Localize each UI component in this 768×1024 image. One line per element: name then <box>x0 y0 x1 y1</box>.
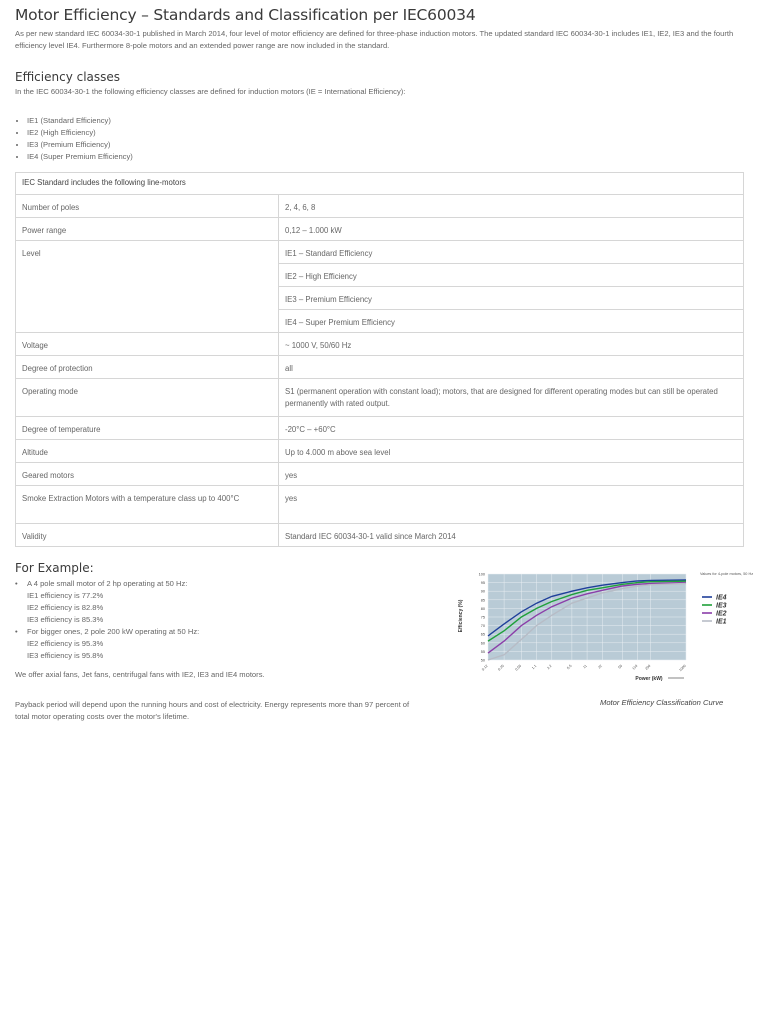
example-line: IE1 efficiency is 77.2% <box>27 591 104 600</box>
row-value: all <box>279 356 744 379</box>
efficiency-classes-intro: In the IEC 60034-30-1 the following efficiency classes are defined for induction motors (IE = International Efficiency): <box>15 87 406 96</box>
row-label: Number of poles <box>16 195 279 218</box>
row-label: Altitude <box>16 440 279 463</box>
table-header-row <box>16 173 744 195</box>
row-label: Degree of temperature <box>16 417 279 440</box>
row-value: ~ 1000 V, 50/60 Hz <box>279 333 744 356</box>
row-value: Standard IEC 60034-30-1 valid since March 2014 <box>279 524 744 547</box>
y-tick-label: 60 <box>480 641 485 646</box>
list-item: • IE2 (High Efficiency) <box>27 127 133 139</box>
y-tick-label: 95 <box>480 581 485 586</box>
x-tick-label: 1000 <box>678 663 687 673</box>
row-label: Level <box>16 241 279 333</box>
y-ticks <box>479 573 485 663</box>
table-row <box>16 195 744 218</box>
table-row <box>16 333 744 356</box>
x-tick-label: 22 <box>597 663 603 670</box>
example-block <box>15 578 435 662</box>
row-value: IE2 – High Efficiency <box>279 264 744 287</box>
x-axis-label: Power (kW) <box>635 676 663 682</box>
example-bullet: • For bigger ones, 2 pole 200 kW operating at 50 Hz: <box>15 626 435 638</box>
table-row <box>16 524 744 547</box>
table-row <box>16 440 744 463</box>
x-tick-label: 0.25 <box>497 663 505 672</box>
y-tick-label: 85 <box>480 598 485 603</box>
row-value: 0,12 – 1.000 kW <box>279 218 744 241</box>
x-tick-label: 5.5 <box>566 663 573 671</box>
y-axis-label: Efficiency (%) <box>458 599 464 633</box>
row-label: Degree of protection <box>16 356 279 379</box>
row-value: -20°C – +60°C <box>279 417 744 440</box>
example-heading: For Example: <box>15 561 94 575</box>
example-line: IE3 efficiency is 95.8% <box>27 651 104 660</box>
table-header: IEC Standard includes the following line-motors <box>16 173 744 195</box>
x-tick-label: 200 <box>644 663 652 671</box>
y-tick-label: 70 <box>480 624 485 629</box>
chart-caption: Motor Efficiency Classification Curve <box>600 698 724 707</box>
table-row <box>16 356 744 379</box>
row-value: Up to 4.000 m above sea level <box>279 440 744 463</box>
row-label: Geared motors <box>16 463 279 486</box>
y-tick-label: 55 <box>480 649 485 654</box>
table-row <box>16 417 744 440</box>
legend-label: IE3 <box>716 602 727 610</box>
x-tick-label: 110 <box>631 663 639 671</box>
example-bullet: • A 4 pole small motor of 2 hp operating at 50 Hz: <box>15 578 435 590</box>
y-tick-label: 65 <box>480 632 485 637</box>
table-row <box>16 218 744 241</box>
legend-label: IE2 <box>716 610 727 618</box>
row-label: Power range <box>16 218 279 241</box>
x-ticks <box>481 664 687 672</box>
row-value: 2, 4, 6, 8 <box>279 195 744 218</box>
table-row <box>16 241 744 264</box>
y-tick-label: 90 <box>480 589 485 594</box>
row-label: Smoke Extraction Motors with a temperature class up to 400°C <box>16 486 279 524</box>
row-label: Voltage <box>16 333 279 356</box>
row-value: IE3 – Premium Efficiency <box>279 287 744 310</box>
legend <box>702 595 727 626</box>
row-value: yes <box>279 486 744 524</box>
legend-note: Values for 4-pole motors, 50 Hz <box>700 572 754 576</box>
row-value: IE4 – Super Premium Efficiency <box>279 310 744 333</box>
fans-text: We offer axial fans, Jet fans, centrifugal fans with IE2, IE3 and IE4 motors. <box>15 670 265 679</box>
row-value: IE1 – Standard Efficiency <box>279 241 744 264</box>
row-value: S1 (permanent operation with constant load); motors, that are designed for different operating modes but can still be operated permanently with rated output. <box>279 379 744 417</box>
efficiency-classes-list <box>15 115 133 163</box>
y-tick-label: 80 <box>480 606 485 611</box>
y-tick-label: 100 <box>478 572 485 577</box>
list-item: • IE4 (Super Premium Efficiency) <box>27 151 133 163</box>
row-label: Operating mode <box>16 379 279 417</box>
row-value: yes <box>279 463 744 486</box>
list-item: • IE1 (Standard Efficiency) <box>27 115 133 127</box>
spec-table <box>15 172 744 547</box>
x-tick-label: 55 <box>617 663 624 670</box>
x-tick-label: 0.12 <box>481 663 489 672</box>
y-tick-label: 50 <box>480 658 485 663</box>
efficiency-classes-heading: Efficiency classes <box>15 70 121 84</box>
example-line: IE2 efficiency is 95.3% <box>27 639 104 648</box>
x-tick-label: 1.1 <box>531 663 538 671</box>
payback-text: Payback period will depend upon the running hours and cost of electricity. Energy represents more than 97 percent of total motor operating costs over the motor's lifetime. <box>15 700 410 721</box>
x-tick-label: 11 <box>582 663 588 670</box>
intro-paragraph: As per new standard IEC 60034-30-1 published in March 2014, four level of motor efficiency are defined for three-phase induction motors. The updated standard IEC 60034-30-1 includes IE1, IE2, IE3 and the fourth efficiency level IE4. Furthermore 8-pole motors and an extended power range are now included in the standard. <box>15 29 734 50</box>
table-row <box>16 379 744 417</box>
page-title: Motor Efficiency – Standards and Classification per IEC60034 <box>15 6 476 24</box>
list-item: • IE3 (Premium Efficiency) <box>27 139 133 151</box>
table-row <box>16 486 744 524</box>
example-line: IE2 efficiency is 82.8% <box>27 603 104 612</box>
legend-label: IE1 <box>716 618 727 626</box>
table-row <box>16 463 744 486</box>
legend-label: IE4 <box>716 594 727 602</box>
y-tick-label: 75 <box>480 615 485 620</box>
x-tick-label: 0.55 <box>514 663 523 672</box>
row-label: Validity <box>16 524 279 547</box>
example-line: IE3 efficiency is 85.3% <box>27 615 104 624</box>
efficiency-chart-svg <box>454 566 754 692</box>
efficiency-chart <box>454 566 754 692</box>
x-tick-label: 2.2 <box>546 663 553 671</box>
